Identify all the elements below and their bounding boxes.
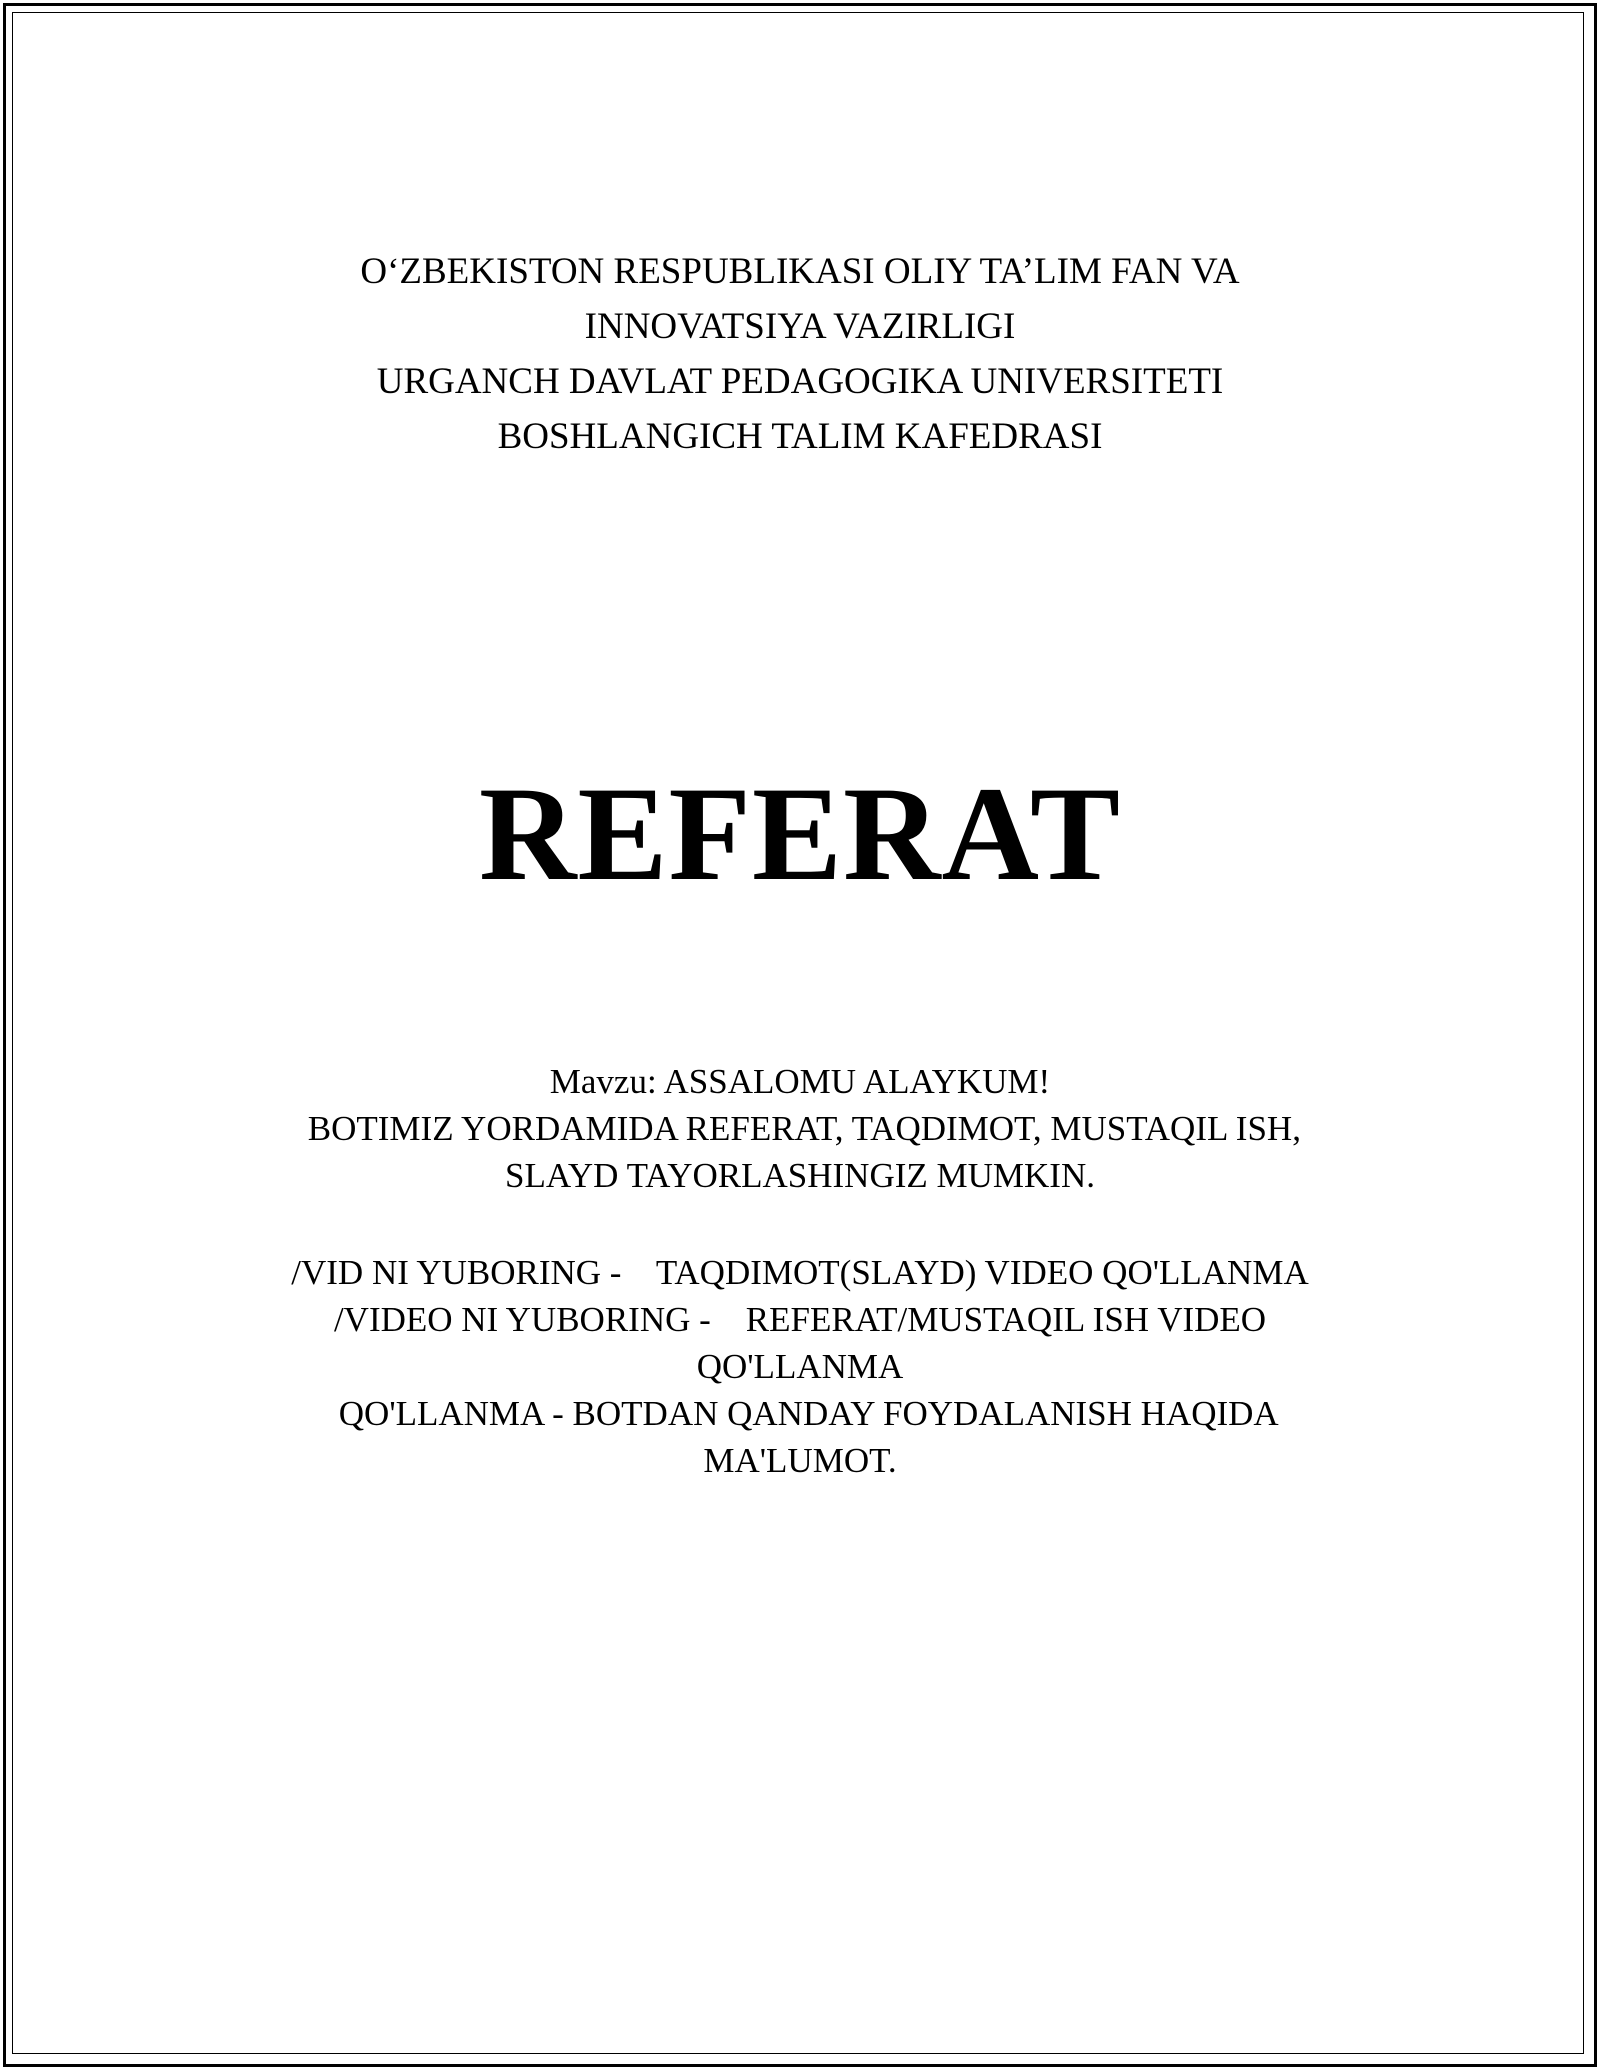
header-line-ministry-1: O‘ZBEKISTON RESPUBLIKASI OLIY TA’LIM FAN VA (360, 251, 1240, 292)
instruction-line: QO'LLANMA (696, 1347, 904, 1386)
document-title: REFERAT (478, 760, 1122, 909)
header-line-department: BOSHLANGICH TALIM KAFEDRASI (497, 416, 1103, 457)
header-line-ministry-2: INNOVATSIYA VAZIRLIGI (584, 306, 1016, 347)
instruction-line: QO'LLANMA - BOTDAN QANDAY FOYDALANISH HAQIDA (321, 1394, 1279, 1433)
instruction-line: /VIDEO NI YUBORING - REFERAT/MUSTAQIL ISH VIDEO (333, 1300, 1267, 1339)
instruction-line: /VID NI YUBORING - TAQDIMOT(SLAYD) VIDEO QO'LLANMA (291, 1253, 1309, 1292)
topic-section (0, 1058, 1600, 1484)
topic-line: Mavzu: ASSALOMU ALAYKUM! (549, 1062, 1051, 1101)
instruction-line: MA'LUMOT. (703, 1441, 897, 1480)
topic-line: BOTIMIZ YORDAMIDA REFERAT, TAQDIMOT, MUSTAQIL ISH, (299, 1109, 1301, 1148)
institution-header (0, 244, 1600, 464)
topic-line: SLAYD TAYORLASHINGIZ MUMKIN. (505, 1156, 1095, 1195)
spacer (0, 1199, 1600, 1249)
header-line-university: URGANCH DAVLAT PEDAGOGIKA UNIVERSITETI (376, 361, 1224, 402)
